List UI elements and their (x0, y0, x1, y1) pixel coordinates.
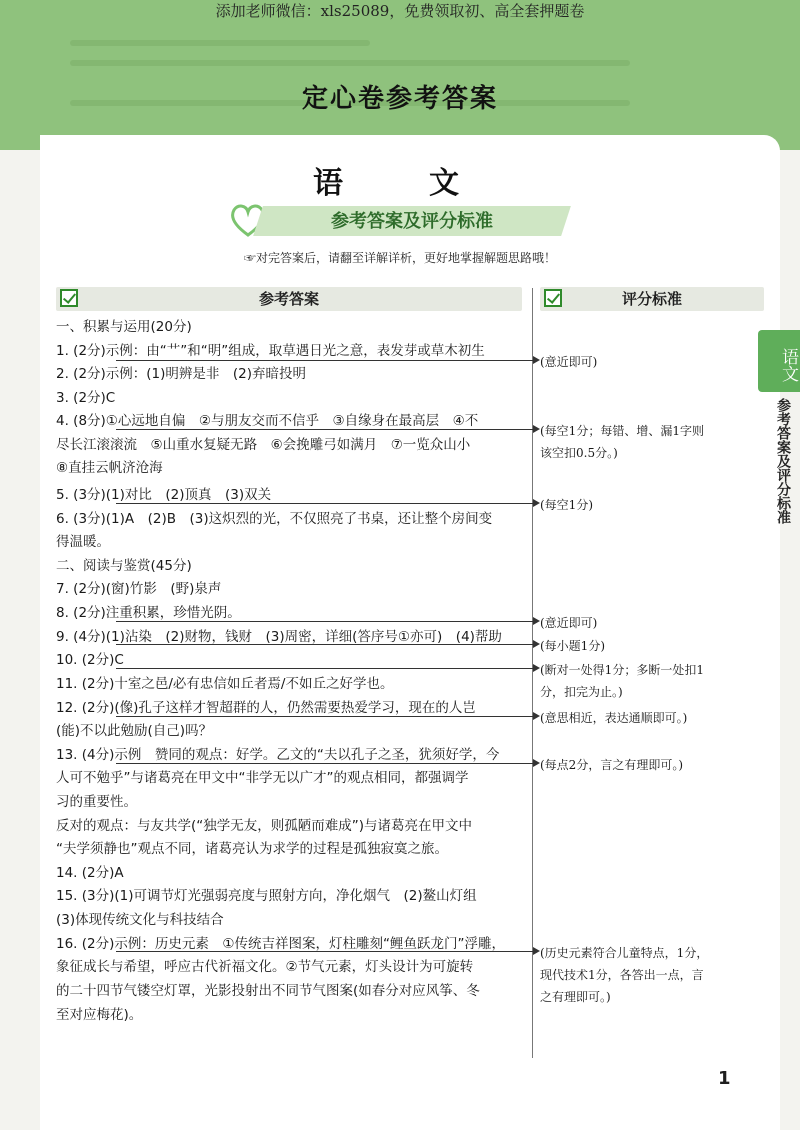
underline-arrow (332, 621, 538, 622)
answer-line: 10. (2分)C (56, 652, 124, 668)
criteria-text: (历史元素符合儿童特点，1分， (540, 946, 709, 960)
criteria-text: (每小题1分) (540, 639, 605, 653)
criteria-text: (断对一处得1分；多断一处扣1 (540, 663, 704, 677)
underline-arrow (116, 763, 538, 764)
answer-line: 14. (2分)A (56, 865, 124, 881)
criteria-text: 之有理即可。) (540, 990, 611, 1004)
answer-line: 习的重要性。 (56, 794, 137, 810)
criteria-text: (意近即可) (540, 355, 598, 369)
answer-line: (能)不以此勉励(自己)吗？ (56, 723, 213, 739)
section-heading: 一、积累与运用(20分) (56, 319, 192, 335)
answer-line: 得温暖。 (56, 534, 110, 550)
answer-line: (3)体现传统文化与科技结合 (56, 912, 224, 928)
answer-line: 11. (2分)十室之邑/必有忠信如丘者焉/不如丘之好学也。 (56, 676, 394, 692)
banner-title: 参考答案及评分标准 (331, 211, 493, 232)
criteria-text: (意近即可) (540, 616, 598, 630)
answer-line: 7. (2分)(窗)竹影 (野)泉声 (56, 581, 222, 597)
answer-line: “夫学须静也”观点不同，诸葛亮认为求学的过程是孤独寂寞之旅。 (56, 841, 448, 857)
answers-header-label: 参考答案 (258, 290, 319, 308)
answer-line: 12. (2分)(像)孔子这样才智超群的人，仍然需要热爱学习，现在的人岂 (56, 700, 476, 716)
answers-header (56, 287, 522, 311)
answer-line: 9. (4分)(1)沾染 (2)财物，钱财 (3)周密，详细(答序号①亦可) (4)帮助 (56, 629, 502, 645)
criteria-text: (每点2分，言之有理即可。) (540, 758, 683, 772)
side-label: 参考答案及评分标准 (775, 398, 791, 524)
criteria-text: (每空1分) (540, 498, 593, 512)
subject-title: 语 文 (313, 166, 487, 201)
column-divider (532, 288, 533, 1058)
underline-arrow (116, 716, 538, 717)
section-heading: 二、阅读与鉴赏(45分) (56, 558, 192, 574)
watermark-text: 添加老师微信：xls25089，免费领取初、高全套押题卷 (215, 2, 585, 20)
criteria-text: 现代技术1分，各答出一点，言 (540, 968, 704, 982)
subject-side-tab: 语文 (758, 330, 800, 392)
underline-arrow (116, 429, 538, 430)
criteria-text: 分，扣完为止。) (540, 685, 623, 699)
underline-arrow (116, 503, 538, 504)
answer-line: 16. (2分)示例：历史元素 ①传统吉祥图案，灯柱雕刻“鲤鱼跃龙门”浮雕， (56, 936, 505, 952)
answer-line: 3. (2分)C (56, 390, 116, 406)
answer-line: 15. (3分)(1)可调节灯光强弱亮度与照射方向，净化烟气 (2)鳌山灯组 (56, 888, 477, 904)
answer-line: 至对应梅花)。 (56, 1007, 143, 1023)
answer-line: 1. (2分)示例：由“艹”和“明”组成，取草遇日光之意，表发芽或草木初生 (56, 343, 485, 359)
underline-arrow (116, 951, 538, 952)
criteria-text: (每空1分；每错、增、漏1字则 (540, 424, 704, 438)
answer-line: 人可不勉乎”与诸葛亮在甲文中“非学无以广才”的观点相同，都强调学 (56, 770, 469, 786)
underline-arrow (116, 644, 538, 645)
criteria-text: (意思相近，表达通顺即可。) (540, 711, 688, 725)
bleed-through-line (70, 60, 630, 66)
answer-line: 4. (8分)①心远地自偏 ②与朋友交而不信乎 ③自缘身在最高层 ④不 (56, 413, 479, 429)
page-title: 定心卷参考答案 (301, 84, 498, 114)
criteria-header-label: 评分标准 (621, 290, 682, 308)
underline (116, 621, 332, 622)
answer-line: 5. (3分)(1)对比 (2)顶真 (3)双关 (56, 487, 272, 503)
top-green-band (0, 0, 800, 150)
answer-line: 的二十四节气镂空灯罩，光影投射出不同节气图案(如春分对应风筝、冬 (56, 983, 480, 999)
answer-line: 8. (2分)注重积累，珍惜光阴。 (56, 605, 241, 621)
answer-line: 6. (3分)(1)A (2)B (3)这炽烈的光，不仅照亮了书桌，还让整个房间变 (56, 511, 493, 527)
tip-text: ☞对完答案后，请翻至详解详析，更好地掌握解题思路哦！ (243, 251, 556, 265)
underline-arrow (116, 360, 538, 361)
answer-line: 反对的观点：与友共学(“独学无友，则孤陋而难成”)与诸葛亮在甲文中 (56, 818, 473, 834)
answer-line: 象征成长与希望，呼应古代祈福文化。②节气元素，灯头设计为可旋转 (56, 959, 474, 975)
bleed-through-line (70, 40, 370, 46)
page-number: 1 (718, 1068, 731, 1089)
answer-line: 13. (4分)示例 赞同的观点：好学。乙文的“夫以孔子之圣，犹须好学，今 (56, 747, 500, 763)
criteria-text: 该空扣0.5分。) (540, 446, 618, 460)
answer-line: ⑧直挂云帆济沧海 (56, 460, 163, 476)
criteria-header (540, 287, 764, 311)
underline-arrow (116, 668, 538, 669)
answer-line: 尽长江滚滚流 ⑤山重水复疑无路 ⑥会挽雕弓如满月 ⑦一览众山小 (56, 437, 471, 453)
answer-line: 2. (2分)示例：(1)明辨是非 (2)弃暗投明 (56, 366, 307, 382)
